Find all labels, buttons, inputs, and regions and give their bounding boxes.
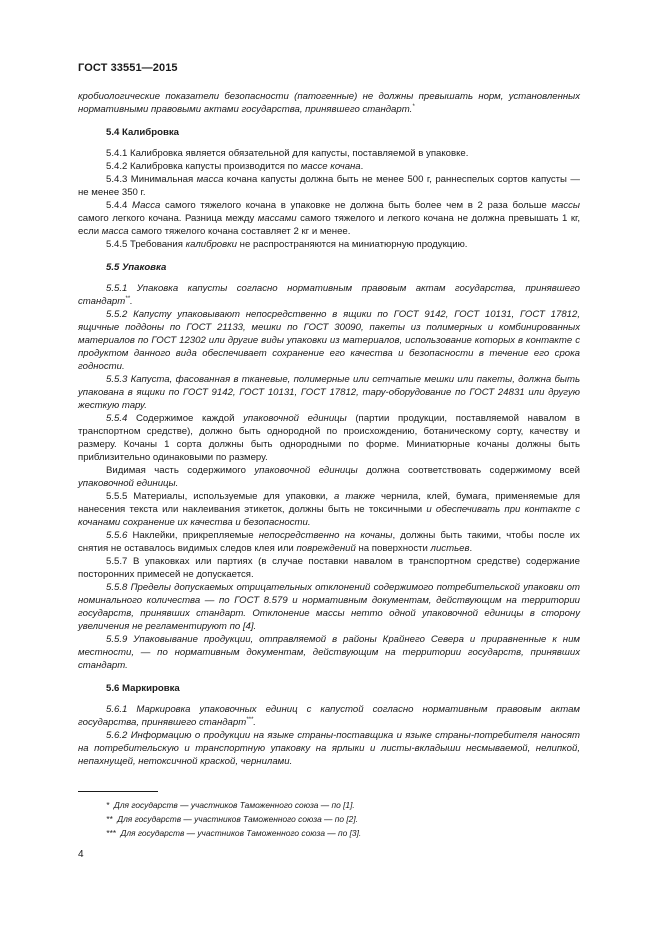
paragraph-5-4-2: 5.4.2 Калибровка капусты производится по массе кочана.: [106, 161, 364, 172]
paragraph-visible-part: Видимая часть содержимого упаковочной единицы должна соответствовать содержимому всей упаковочной единицы.: [78, 465, 580, 489]
paragraph-5-5-4: 5.5.4 Содержимое каждой упаковочной единицы (партии продукции, поставляемой навалом в транспортном средстве), должно быть однородной по происхождению, ботаническому сорту, качеству и размеру. Кочаны 1 сорта должны быть однородными по форме. Миниатюрные кочаны должны быть приблизительно одинаковыми по размеру.: [78, 413, 580, 463]
document-header: ГОСТ 33551—2015: [78, 62, 178, 74]
paragraph-continuation: кробиологические показатели безопасности (патогенные) не должны превышать норм, установленных нормативными правовыми актами государства, принявшего стандарт.*: [78, 91, 580, 115]
section-title-5-6: 5.6 Маркировка: [106, 683, 180, 694]
footnote-3: *** Для государств — участников Таможенного союза — по [3].: [106, 828, 362, 838]
footnote-divider: [78, 791, 158, 792]
paragraph-5-6-1: 5.6.1 Маркировка упаковочных единиц с капустой согласно нормативным правовым актам государства, принявшего стандарт***.: [78, 704, 580, 728]
footnote-2: ** Для государств — участников Таможенного союза — по [2].: [106, 814, 358, 824]
document-body: [78, 90, 580, 768]
paragraph-5-6-2: 5.6.2 Информацию о продукции на языке страны-поставщика и языке страны-потребителя наносят на потребительскую и транспортную упаковку на ярлыки и листы-вкладыши несмываемой, нелипкой, непахнущей, нетоксичной краской, чернилами.: [78, 730, 580, 767]
paragraph-5-5-2: 5.5.2 Капусту упаковывают непосредственно в ящики по ГОСТ 9142, ГОСТ 10131, ГОСТ 17812, ящичные поддоны по ГОСТ 21133, мешки по ГОСТ 30090, пакеты из полимерных и комбинированных материалов по ГОСТ 12302 или другие виды упаковки из материалов, использование которых в контакте с продуктом данного вида обеспечивает сохранение его качества и безопасности в течение его срока годности.: [78, 309, 580, 372]
page-number: 4: [78, 849, 84, 860]
paragraph-5-5-5: 5.5.5 Материалы, используемые для упаковки, а также чернила, клей, бумага, применяемые для нанесения текста или наклеивания этикеток, должны быть не токсичными и обеспечивать при контакте с кочанами сохранение их качества и безопасности.: [78, 491, 581, 528]
paragraph-5-4-5: 5.4.5 Требования калибровки не распространяются на миниатюрную продукцию.: [106, 239, 468, 250]
paragraph-5-4-1: 5.4.1 Калибровка является обязательной для капусты, поставляемой в упаковке.: [106, 148, 469, 159]
footnote-1: * Для государств — участников Таможенного союза — по [1].: [106, 800, 355, 810]
paragraph-5-4-3: 5.4.3 Минимальная масса кочана капусты должна быть не менее 500 г, раннеспелых сортов капусты — не менее 350 г.: [78, 174, 580, 198]
paragraph-5-5-8: 5.5.8 Пределы допускаемых отрицательных отклонений содержимого потребительской упаковки от номинального количества — по ГОСТ 8.579 и нормативным документам, действующим на территории государств, принявших стандарт. Отклонение массы нетто одной упаковочной единицы в сторону увеличения не регламентируют по [4].: [78, 582, 580, 632]
paragraph-5-5-9: 5.5.9 Упаковывание продукции, отправляемой в районы Крайнего Севера и приравненные к ним местности, — по нормативным документам, действующим на территории государств, принявших стандарт.: [78, 634, 580, 671]
paragraph-5-5-7: 5.5.7 В упаковках или партиях (в случае поставки навалом в транспортном средстве) содержание посторонних примесей не допускается.: [78, 556, 580, 580]
section-title-5-5: 5.5 Упаковка: [106, 262, 167, 273]
paragraph-5-4-4: 5.4.4 Масса самого тяжелого кочана в упаковке не должна быть более чем в 2 раза больше массы самого легкого кочана. Разница между массами самого тяжелого и легкого кочана не должна превышать 1 кг, если масса самого тяжелого кочана составляет 2 кг и менее.: [78, 200, 581, 237]
paragraph-5-5-6: 5.5.6 Наклейки, прикрепляемые непосредственно на кочаны, должны быть такими, чтобы после их снятия не оставалось видимых следов клея или повреждений на поверхности листьев.: [78, 530, 580, 554]
paragraph-5-5-1: 5.5.1 Упаковка капусты согласно нормативным правовым актам государства, принявшего стандарт**.: [78, 283, 580, 307]
section-title-5-4: 5.4 Калибровка: [106, 127, 179, 138]
paragraph-5-5-3: 5.5.3 Капуста, фасованная в тканевые, полимерные или сетчатые мешки или пакеты, должна быть упакована в ящики по ГОСТ 9142, ГОСТ 10131, ГОСТ 17812, тару-оборудование по ГОСТ 24831 или другую жесткую тару.: [78, 374, 580, 411]
